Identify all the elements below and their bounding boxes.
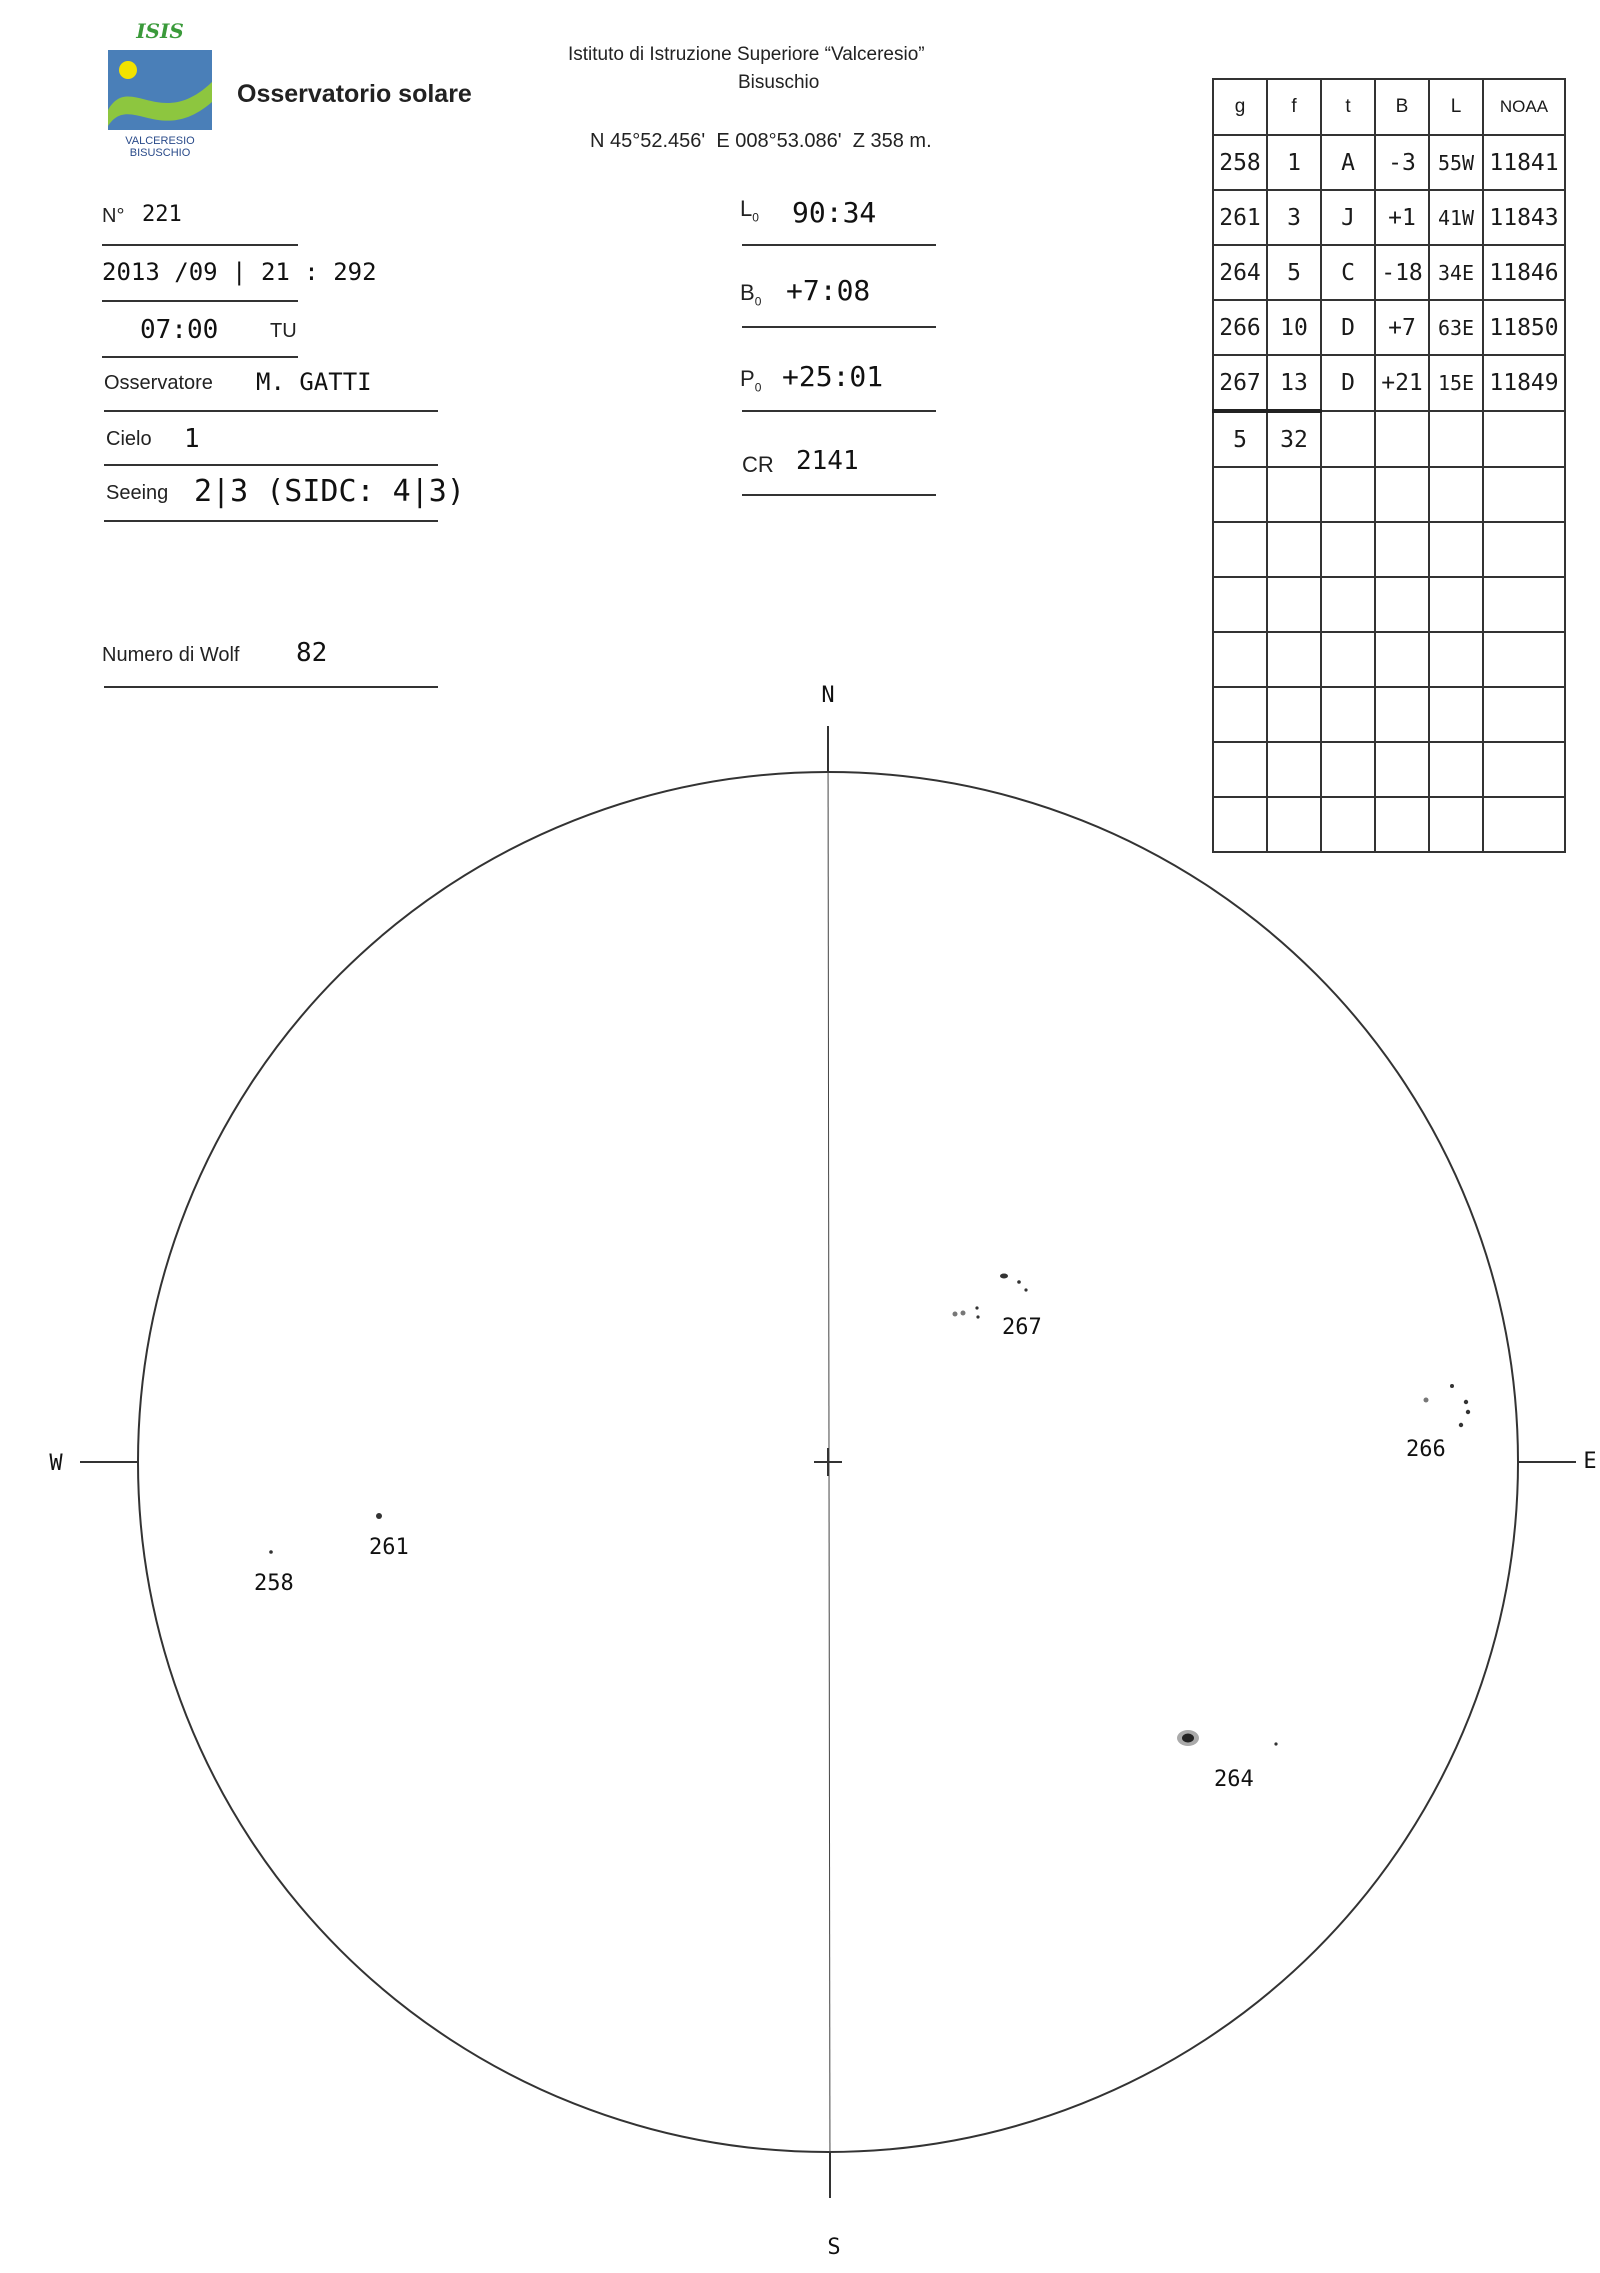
logo-caption-2: BISUSCHIO	[129, 147, 191, 159]
table-cell: D	[1321, 300, 1375, 355]
table-cell: 261	[1213, 190, 1267, 245]
table-cell: 1	[1267, 135, 1321, 190]
table-cell: +1	[1375, 190, 1429, 245]
time-unit: TU	[270, 320, 297, 342]
table-cell: +21	[1375, 355, 1429, 411]
logo-caption-1: VALCERESIO	[125, 135, 195, 147]
table-cell: 264	[1213, 245, 1267, 300]
observatory-coordinates: N 45°52.456' E 008°53.086' Z 358 m.	[590, 130, 932, 152]
table-cell: 5	[1213, 411, 1267, 467]
table-cell: 11843	[1483, 190, 1565, 245]
header-t: t	[1321, 79, 1375, 135]
table-cell: 258	[1213, 135, 1267, 190]
sky-value: 1	[184, 424, 200, 454]
group-label-258: 258	[254, 1571, 294, 1596]
header-g: g	[1213, 79, 1267, 135]
table-cell: 11846	[1483, 245, 1565, 300]
b0-value: +7:08	[786, 274, 871, 307]
table-cell: 5	[1267, 245, 1321, 300]
table-cell: 32	[1267, 411, 1321, 467]
group-label-264: 264	[1214, 1767, 1254, 1792]
cr-label: CR	[742, 452, 774, 477]
observatory-title: Osservatorio solare	[237, 80, 472, 108]
table-cell: -18	[1375, 245, 1429, 300]
table-cell: 13	[1267, 355, 1321, 411]
table-cell: 3	[1267, 190, 1321, 245]
number-value: 221	[142, 202, 182, 227]
table-cell: 267	[1213, 355, 1267, 411]
table-cell: J	[1321, 190, 1375, 245]
compass-west: W	[49, 1451, 63, 1476]
compass-east: E	[1583, 1449, 1597, 1474]
table-cell: -3	[1375, 135, 1429, 190]
l0-label: $L_0$	[740, 196, 759, 225]
table-cell: D	[1321, 355, 1375, 411]
p0-label: $P_0$	[740, 366, 762, 395]
table-cell: A	[1321, 135, 1375, 190]
wolf-label: Numero di Wolf	[102, 644, 240, 666]
group-label-266: 266	[1406, 1437, 1446, 1462]
b0-label: $B_0$	[740, 280, 762, 309]
institute-line1: Istituto di Istruzione Superiore “Valceresio”	[568, 44, 925, 65]
compass-north: N	[821, 683, 835, 708]
institute-line2: Bisuschio	[738, 72, 820, 93]
table-cell: 41W	[1429, 190, 1483, 245]
sunspot-group-267	[953, 1274, 1028, 1319]
time-value: 07:00	[140, 315, 219, 345]
compass-south: S	[827, 2235, 841, 2260]
p0-value: +25:01	[782, 360, 884, 393]
table-cell: +7	[1375, 300, 1429, 355]
table-cell: C	[1321, 245, 1375, 300]
observer-label: Osservatore	[104, 372, 213, 394]
table-cell: 11850	[1483, 300, 1565, 355]
table-cell: 34E	[1429, 245, 1483, 300]
sunspot-group-266	[1424, 1384, 1471, 1427]
number-label: N°	[102, 205, 125, 227]
group-label-261: 261	[369, 1535, 409, 1560]
header-f: f	[1267, 79, 1321, 135]
wolf-value: 82	[296, 638, 328, 668]
table-cell: 63E	[1429, 300, 1483, 355]
sunspot-group-264	[1177, 1730, 1278, 1746]
sunspot-group-261	[376, 1513, 382, 1519]
cr-value: 2141	[796, 446, 859, 476]
observer-value: M. GATTI	[256, 368, 372, 396]
table-cell: 15E	[1429, 355, 1483, 411]
table-cell: 10	[1267, 300, 1321, 355]
table-cell: 11841	[1483, 135, 1565, 190]
table-cell: 11849	[1483, 355, 1565, 411]
header-l: L	[1429, 79, 1483, 135]
group-label-267: 267	[1002, 1315, 1042, 1340]
table-cell: 55W	[1429, 135, 1483, 190]
header-b: B	[1375, 79, 1429, 135]
seeing-value: 2|3 (SIDC: 4|3)	[194, 474, 465, 509]
l0-value: 90:34	[792, 196, 877, 229]
table-cell: 266	[1213, 300, 1267, 355]
header-noaa: NOAA	[1483, 79, 1565, 135]
logo-word: ISIS	[136, 22, 184, 43]
date-value: 2013 /09 | 21 : 292	[102, 258, 377, 286]
seeing-label: Seeing	[106, 482, 169, 504]
sunspot-group-258	[269, 1550, 273, 1554]
sky-label: Cielo	[106, 428, 152, 450]
